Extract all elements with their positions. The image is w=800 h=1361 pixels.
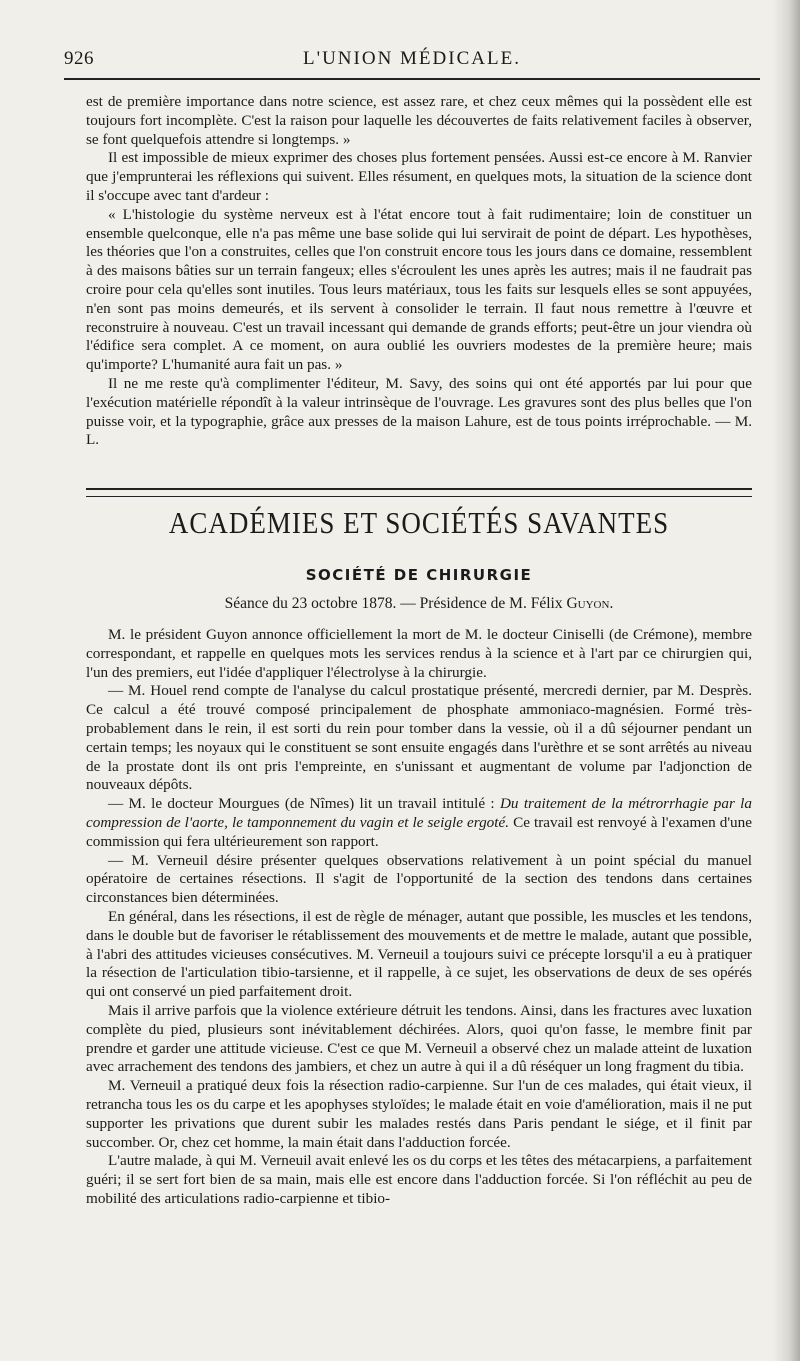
page-header (64, 44, 760, 80)
paragraph-text: — M. le docteur Mourgues (de Nîmes) lit un travail intitulé : (108, 795, 500, 813)
paragraph: M. Verneuil a pratiqué deux fois la résection radio-carpienne. Sur l'un de ces malades, qui était vieux, il retrancha tous les os du carpe et les apophyses styloïdes; le malade était en voie d'amélioration, mais il ne put supporter les privations que durent subir les malades restés dans Paris pendant le siége, et il finit par succomber. Or, chez cet homme, la main était dans l'adduction forcée. (86, 1077, 752, 1151)
running-title: L'UNION MÉDICALE. (303, 48, 521, 69)
page-edge-shadow (772, 0, 800, 1361)
society-title: SOCIÉTÉ DE CHIRURGIE (305, 566, 533, 584)
paragraph-text: Ce travail est renvoyé à l'examen d'une commission qui fera ultérieurement son rapport. (86, 813, 752, 850)
paragraph: est de première importance dans notre science, est assez rare, et chez ceux mêmes qui la possèdent elle est toujours fort incomplète. C'est la raison pour laquelle les découvertes de faits relativement faciles à observer, se font quelquefois attendre si longtemps. » (86, 93, 752, 148)
session-suffix: . (609, 595, 614, 612)
paragraph: Mais il arrive parfois que la violence extérieure détruit les tendons. Ainsi, dans les fractures avec luxation complète du pied, plusieurs sont inévitablement déchirées. Alors, quoi qu'on fasse, le membre finit par prendre et garder une attitude vicieuse. C'est ce que M. Verneuil a observé chez un malade atteint de luxation avec arrachement des tendons des jambiers, et chez un autre à qui il a dû réséquer un long fragment du tibia. (86, 1001, 752, 1076)
paragraph: L'autre malade, à qui M. Verneuil avait enlevé les os du corps et les têtes des métacarpiens, a parfaitement guéri; il se sert fort bien de sa main, mais elle est encore dans l'adduction forcée. Si l'on réfléchit au peu de mobilité des articulations radio-carpienne et tibio- (86, 1152, 752, 1207)
paragraph: Il ne me reste qu'à complimenter l'éditeur, M. Savy, des soins qui ont été apportés par lui pour que l'exécution matérielle répondît à la valeur intrinsèque de l'ouvrage. Les gravures sont des plus belles que l'on puisse voir, et la typographie, grâce aux presses de la maison Lahure, est de tous points irréprochable. — M. L. (86, 374, 752, 449)
work-title: Du traitement de la métrorrhagie par la compression de l'aorte, le tamponnement du vagin et le seigle ergoté. (86, 795, 752, 831)
section-divider (86, 488, 752, 497)
paragraph: M. le président Guyon annonce officiellement la mort de M. le docteur Ciniselli (de Crémone), membre correspondant, et rappelle en quelques mots les services rendus à la science et à l'art par ce chirurgien qui, l'un des premiers, eut l'idée d'appliquer l'électrolyse à la chirurgie. (86, 626, 752, 681)
paragraph: — M. Houel rend compte de l'analyse du calcul prostatique présenté, mercredi dernier, par M. Desprès. Ce calcul a été trouvé composé principalement de phosphate ammoniaco-magnésien. Formé très-probablement dans le rein, il est sorti du rein pour tomber dans la vessie, où il a dû séjourner pendant un certain temps; les noyaux qui le constituent se sont ensuite engagés dans l'urèthre et se sont arrêtés au niveau de la prostate dont ils ont pris l'empreinte, en s'unissant et augmentant de volume par l'adjonction de nouveaux dépôts. (86, 682, 752, 794)
session-president: Guyon (566, 595, 610, 612)
page-number: 926 (64, 48, 94, 69)
session-minutes (86, 626, 752, 1209)
book-review-continuation (86, 93, 752, 450)
paragraph (86, 795, 752, 851)
section-title: ACADÉMIES ET SOCIÉTÉS SAVANTES (168, 506, 670, 540)
session-line (86, 595, 752, 613)
paragraph: En général, dans les résections, il est de règle de ménager, autant que possible, les muscles et les tendons, dans le double but de favoriser le rétablissement des mouvements et de mettre le malade, autant que possible, à l'abri des attitudes vicieuses consécutives. M. Verneuil a toujours suivi ce précepte lorsqu'il a eu à pratiquer la résection de l'articulation tibio-tarsienne, et il rappelle, à ce sujet, les observations de deux de ses opérés qui ont conservé un pied parfaitement droit. (86, 907, 752, 1001)
session-date-text: Séance du 23 octobre 1878. — Présidence de M. Félix (224, 595, 567, 612)
paragraph: Il est impossible de mieux exprimer des choses plus fortement pensées. Aussi est-ce encore à M. Ranvier que j'emprunterai les réflexions qui suivent. Elles résument, en quelques mots, la situation de la science dont il s'occupe avec tant d'ardeur : (86, 149, 752, 204)
paragraph: — M. Verneuil désire présenter quelques observations relativement à un point spécial du manuel opératoire de certaines résections. Il s'agit de l'opportunité de la section des tendons dans certaines circonstances bien déterminées. (86, 851, 752, 907)
quotation-paragraph: « L'histologie du système nerveux est à l'état encore tout à fait rudimentaire; loin de constituer un ensemble quelconque, elle n'a pas même une base solide qui lui servirait de point de départ. Les hypothèses, les théories que l'on a construites, celles que l'on construit encore tous les jours dans ce domaine, ressemblent à des maisons bâties sur un terrain fangeux; elles s'écroulent les unes après les autres; mais il ne faudrait pas croire pour cela qu'elles sont inutiles. Tous leurs matériaux, tous les faits sur lesquels elles se sont appuyées, n'en sont pas moins demeurés, et ils servent à consolider le terrain. Il faut nous remettre à l'œuvre et reconstruire à nouveau. C'est un travail incessant qui demande de grands efforts; peut-être un jour viendra où l'édifice sera complet. A ce moment, on aura oublié les ouvriers modestes de la première heure; mais qu'importe? L'humanité aura fait un pas. » (86, 205, 752, 374)
